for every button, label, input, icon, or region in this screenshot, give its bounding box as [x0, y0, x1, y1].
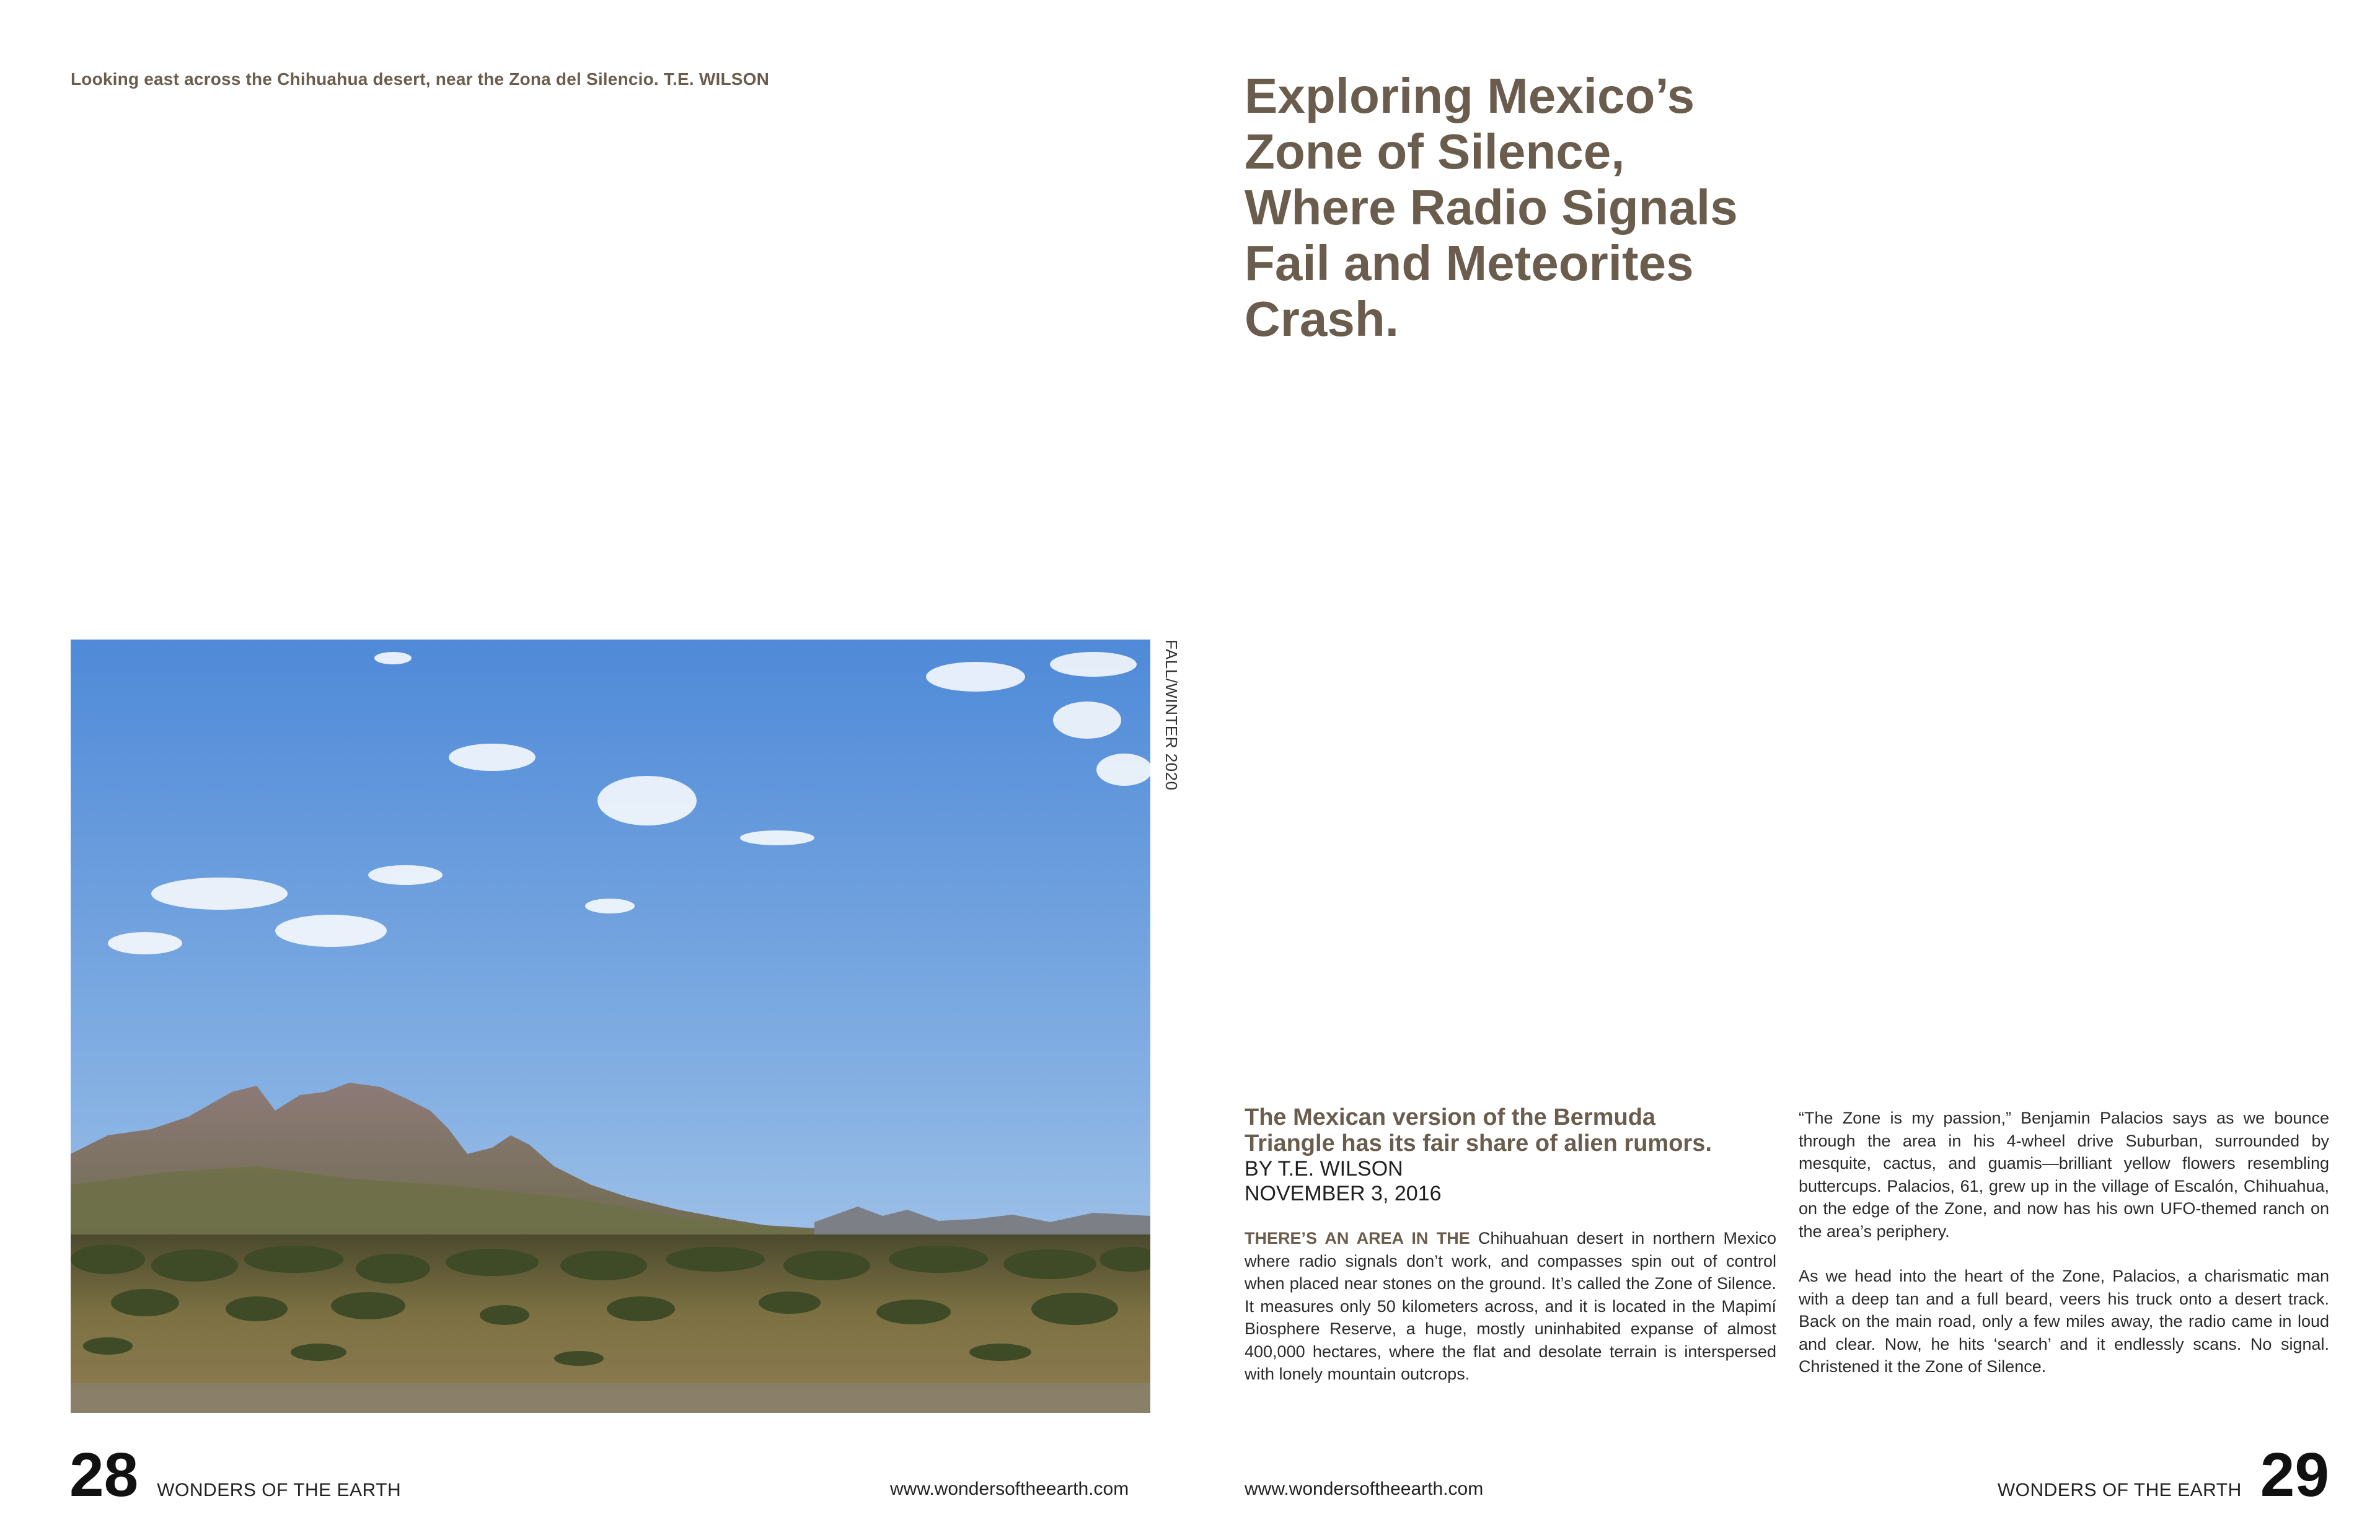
headline-line: Crash. [1245, 291, 1399, 346]
footer-left [69, 1440, 402, 1510]
paragraph-text: Chihuahuan desert in northern Mexico where radio signals don’t work, and compasses spin out of control when placed near stones on the ground. It’s called the Zone of Silence. It measures only 50 kilometers across, and it is located in the Mapimí Biosphere Reserve, a huge, mostly uninhabited expanse of almost 400,000 hectares, where the flat and desolate terrain is interspersed with lonely mountain outcrops. [1245, 1229, 1776, 1383]
headline-line: Zone of Silence, [1245, 124, 1625, 179]
headline-line: Exploring Mexico’s [1245, 68, 1695, 123]
lead-in: THERE’S AN AREA IN THE [1245, 1229, 1470, 1247]
headline-line: Fail and Meteorites [1245, 235, 1694, 291]
page-number-left: 28 [69, 1440, 139, 1510]
headline-line: Where Radio Signals [1245, 180, 1738, 235]
landscape-illustration [71, 640, 1150, 1413]
subheadline-line: Triangle has its fair share of alien rumors. [1245, 1130, 1712, 1156]
issue-label: FALL/WINTER 2020 [1162, 640, 1181, 791]
roadside [71, 1383, 1150, 1413]
subheadline [1245, 1104, 1778, 1156]
desert-landscape-photo [71, 640, 1150, 1413]
website-url-right[interactable]: www.wondersoftheearth.com [1245, 1479, 1484, 1499]
photo-caption: Looking east across the Chihuahua desert, near the Zona del Silencio. T.E. WILSON [71, 69, 770, 89]
subheadline-line: The Mexican version of the Bermuda [1245, 1104, 1656, 1130]
publish-date: NOVEMBER 3, 2016 [1245, 1182, 1442, 1205]
footer-right [1997, 1440, 2329, 1510]
website-url-left[interactable]: www.wondersoftheearth.com [890, 1479, 1129, 1499]
body-paragraph [1245, 1227, 1776, 1386]
article-deck [1245, 1104, 1778, 1206]
magazine-name-right: WONDERS OF THE EARTH [1997, 1480, 2242, 1500]
body-column-2 [1799, 1107, 2329, 1401]
body-paragraph: “The Zone is my passion,” Benjamin Palacios says as we bounce through the area in his 4-wheel drive Suburban, surrounded by mesquite, cactus, and guamis—brilliant yellow flowers resembling buttercups. Palacios, 61, grew up in the village of Escalón, Chihuahua, on the edge of the Zone, and now has his own UFO-themed ranch on the area’s periphery. [1799, 1109, 2329, 1241]
body-column-1 [1245, 1227, 1776, 1408]
page-number-right: 29 [2260, 1440, 2329, 1510]
article-headline [1245, 68, 1802, 347]
magazine-name-left: WONDERS OF THE EARTH [157, 1480, 402, 1500]
body-paragraph: As we head into the heart of the Zone, Palacios, a charismatic man with a deep tan and a full beard, veers his truck onto a desert track. Back on the main road, only a few miles away, the radio came in loud and clear. Now, he hits ‘search’ and it endlessly scans. No signal. Christened it the Zone of Silence. [1799, 1267, 2329, 1376]
byline: BY T.E. WILSON [1245, 1157, 1403, 1181]
